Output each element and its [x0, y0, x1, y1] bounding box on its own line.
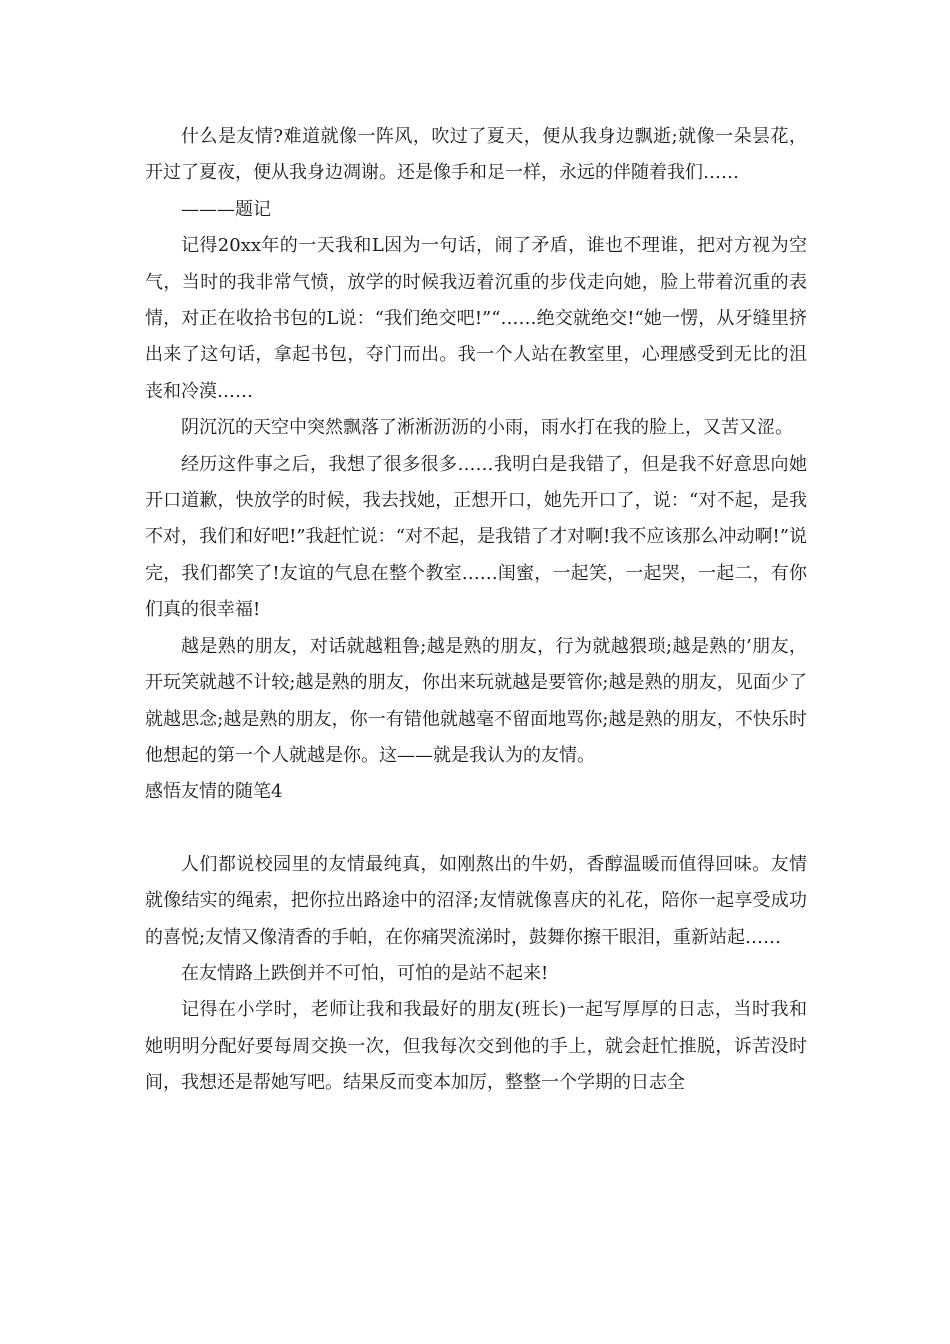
paragraph-reconcile: 经历这件事之后，我想了很多很多……我明白是我错了，但是我不好意思向她开口道歉，快放学的时候，我去找她，正想开口，她先开口了，说：“对不起，是我不对，我们和好吧!”我赶忙说：“对不起，是我错了才对啊!我不应该那么冲动啊!”说完，我们都笑了!友谊的气息在整个教室……闺蜜，一起笑，一起哭，一起二，有你们真的很幸福!: [145, 453, 807, 621]
paragraph-diary: 记得在小学时，老师让我和我最好的朋友(班长)一起写厚厚的日志，当时我和她明明分配好要每周交换一次，但我每次交到他的手上，就会赶忙推脱，诉苦没时间，我想还是帮她写吧。结果反而变本加厉，整整一个学期的日志全: [145, 999, 807, 1094]
document-page: [145, 119, 807, 1102]
paragraph-fall-down: 在友情路上跌倒并不可怕，可怕的是站不起来!: [181, 962, 549, 984]
epigraph-signature: ———题记: [181, 198, 271, 220]
paragraph-quarrel: 记得20xx年的一天我和L因为一句话，闹了矛盾，谁也不理谁，把对方视为空气，当时的我非常气愤，放学的时候我迈着沉重的步伐走向她，脸上带着沉重的表情，对正在收拾书包的L说：“我们绝交吧!”“……绝交就绝交!“她一愣，从牙缝里挤出来了这句话，拿起书包，夺门而出。我一个人站在教室里，心理感受到无比的沮丧和冷漠……: [145, 235, 807, 402]
paragraph-rain: 阴沉沉的天空中突然飘落了淅淅沥沥的小雨，雨水打在我的脸上，又苦又涩。: [181, 417, 793, 439]
section-gap: [145, 811, 807, 847]
paragraph-intro: 什么是友情?难道就像一阵风，吹过了夏天，便从我身边飘逝;就像一朵昙花，开过了夏夜，便从我身边凋谢。还是像手和足一样，永远的伴随着我们……: [145, 126, 807, 184]
paragraph-close-friends: 越是熟的朋友，对话就越粗鲁;越是熟的朋友，行为就越猥琐;越是熟的’朋友，开玩笑就越不计较;越是熟的朋友，你出来玩就越是要管你;越是熟的朋友，见面少了就越思念;越是熟的朋友，你一有错他就越毫不留面地骂你;越是熟的朋友，不快乐时他想起的第一个人就越是你。这——就是我认为的友情。: [145, 635, 807, 766]
paragraph-campus-friendship: 人们都说校园里的友情最纯真，如刚熬出的牛奶，香醇温暖而值得回味。友情就像结实的绳索，把你拉出路途中的沼泽;友情就像喜庆的礼花，陪你一起享受成功的喜悦;友情又像清香的手帕，在你痛哭流涕时，鼓舞你擦干眼泪，重新站起……: [145, 853, 807, 948]
section-heading: 感悟友情的随笔4: [145, 781, 283, 803]
